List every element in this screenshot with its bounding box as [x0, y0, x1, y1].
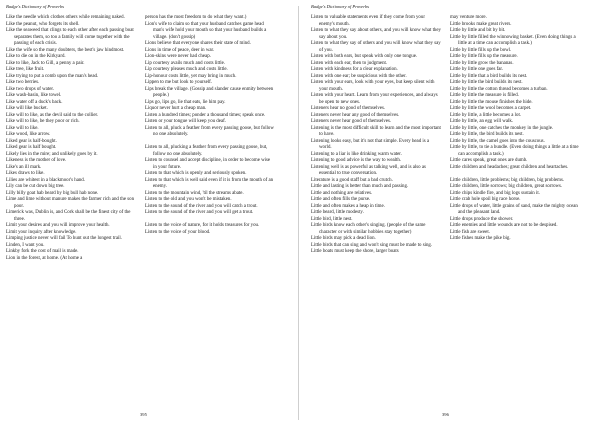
proverb-entry: Little by little the bird builds its nest.: [450, 80, 523, 85]
proverb-entry: Little by little filled the winnowing basket. (Even doing things a little at a time can accomplish a task.): [450, 34, 577, 46]
proverb-entry: Little children, little problems; big children, big problems.: [450, 177, 565, 183]
proverb-entry: Like the peanut, who forgets its shell.: [6, 21, 80, 27]
proverb-entry: Lilly billy goat hab beard by big bull hab none.: [6, 190, 99, 196]
left-column-1: [6, 15, 136, 412]
proverb-entry: Little bird, little nest.: [311, 216, 353, 222]
proverb-entry: Little beard, little modesty.: [311, 210, 364, 215]
proverb-entry: Listeners never hear any good of themselves.: [311, 112, 400, 118]
proverb-entry: Likely lies in the mire; and unlikely goes by it.: [6, 151, 98, 157]
proverb-entry: Likes draws to like.: [6, 171, 45, 176]
proverb-entry: Liquor never hurt a cheap man.: [145, 106, 207, 111]
proverb-entry: Lip courtesy avails much and costs little.: [145, 60, 225, 66]
proverb-entry: Little fish are sweet.: [450, 229, 490, 235]
proverb-entry: Linkby fork the cost of mail is made.: [6, 249, 79, 254]
proverb-entry: Little by little fills up the bowl.: [450, 47, 512, 53]
proverb-entry: Little chips kindle fire, and big logs sustain it.: [450, 190, 540, 196]
proverb-entry: Like two drops of water.: [6, 86, 54, 92]
proverb-entry: person has the most freedom to do what they want.): [145, 15, 247, 20]
proverb-entry: Little by little that a bird builds its nest.: [450, 73, 528, 79]
proverb-entry: Little and often fills the purse.: [311, 197, 371, 202]
proverb-entry: Little crab hole spoil big race horse.: [450, 197, 521, 202]
proverb-entry: Limerick was, Dublin is, and Cork shall be the finest city of the three.: [6, 210, 132, 222]
proverb-entry: Like to like, Jack to Gill, a penny a pair.: [6, 60, 85, 66]
proverb-entry: Limit your desires and you will improve your health.: [6, 223, 110, 228]
proverb-entry: Little cares speak, great ones are dumb.: [450, 158, 528, 163]
proverb-entry: Like will to like.: [6, 125, 39, 131]
proverb-entry: Lilies are whitest in a blackmoor's hand.: [6, 177, 85, 183]
left-page: [0, 0, 285, 424]
proverb-entry: Listen with kindness for a clear explanation.: [311, 67, 398, 72]
proverb-entry: Listen with both ears, but speak with only one tongue.: [311, 54, 418, 59]
proverb-entry: Like will to like, as the devil said to the collier.: [6, 112, 99, 118]
proverb-entry: Listen to what they say of others and you will know what they say of you.: [311, 41, 442, 53]
proverb-entry: Little by little fills up the measure.: [450, 54, 518, 59]
proverb-entry: Limping justice never will fail To hunt out the longest trail.: [6, 236, 122, 241]
proverb-entry: Lips go, lips go, lie that eats, lie him pay.: [145, 99, 226, 105]
proverb-entry: Like's an ill mark.: [6, 164, 42, 170]
proverb-entry: Listen to counsel and accept discipline, in order to become wise in your future.: [145, 158, 272, 170]
proverb-entry: Listening looks easy, but it's not that simple. Every head is a world.: [311, 138, 431, 150]
proverb-entry: Listen to the voice of nature, for it holds treasures for you.: [145, 223, 260, 228]
proverb-entry: Like two berries.: [6, 80, 40, 85]
proverb-entry: Listen to the voice of your blood.: [145, 229, 211, 235]
proverb-entry: Listen to all, plucking a feather from every passing goose, but, follow no one absolutely.: [145, 145, 269, 157]
proverb-entry: Little and lasting is better than much and passing.: [311, 184, 409, 189]
proverb-entry: Listen to the mountain wind, 'til the streams abate.: [145, 190, 244, 196]
proverb-entry: Little children, little sorrows; big children, great sorrows.: [450, 184, 563, 189]
proverb-entry: Little enemies and little wounds are not to be despised.: [450, 223, 558, 228]
proverb-entry: Lips break the village. (Gossip and slander cause enmity between people.): [145, 86, 275, 98]
page-number: 396: [442, 412, 449, 417]
page-number: 395: [140, 412, 147, 417]
proverb-entry: Like the wife so the many doubters, the best's jaw hindmost.: [6, 47, 125, 53]
proverb-entry: Little drops of water, little grains of sand, make the mighty ocean and the pleasant land.: [450, 203, 580, 215]
proverb-entry: Little children and headaches; great children and heartaches.: [450, 164, 569, 170]
proverb-entry: Little brooks make great rivers.: [450, 21, 512, 27]
proverb-entry: Listen to valuable statements even if they come from your enemy's mouth.: [311, 15, 427, 27]
proverb-entry: Listen to the sound of the river and you will catch a trout.: [145, 203, 258, 209]
proverb-entry: Lions believe that everyone shares their state of mind.: [145, 41, 251, 46]
proverb-entry: Listen to the sound of the river and you will get a trout.: [145, 210, 254, 215]
proverb-entry: Like wash-basin, like towel.: [6, 93, 62, 98]
proverb-entry: Little and often makes a heap in time.: [311, 203, 385, 209]
proverb-entry: Lippen to me but look to yourself.: [145, 80, 212, 85]
proverb-entry: Little by little, one catches the monkey in the jungle.: [450, 125, 554, 131]
proverb-entry: may venture more.: [450, 15, 487, 20]
proverb-entry: Listeners hear no good of themselves.: [311, 106, 386, 111]
proverb-entry: Little birds that can sing and won't sing must be made to sing.: [311, 242, 433, 248]
proverb-entry: Listen with your heart. Learn from your experiences, and always be open to new ones.: [311, 93, 439, 105]
proverb-entry: Listen with your ears, look with your eyes, but keep silent with your mouth.: [311, 80, 436, 92]
proverb-entry: Little by little the cotton thread becomes a turban.: [450, 86, 548, 92]
proverb-entry: Like trying to put a comb upon the man's head.: [6, 73, 99, 79]
proverb-entry: Little by little, a little becomes a lot.: [450, 112, 522, 118]
proverb-entry: Little birds know each other's singing. (people of the same character or with similar hobbies stay together): [311, 223, 427, 235]
proverb-entry: Listen to that which is well said even if it is from the mouth of an enemy.: [145, 177, 275, 189]
proverb-entry: Like water off a duck's back.: [6, 99, 63, 105]
proverb-entry: Linden, I want you.: [6, 242, 45, 248]
proverb-entry: Liked gear is half bought.: [6, 145, 57, 150]
proverb-entry: Liked gear is half-bought.: [6, 138, 57, 144]
proverb-entry: Little by little the mouse finishes the hide.: [450, 99, 533, 105]
left-column-2: [145, 15, 275, 412]
proverb-entry: Lion's wife to claim so that your husband catches game head man's wife hold your mouth so that your husband builds a village. (don't gossip): [145, 21, 268, 40]
proverb-entry: Little by little one goes far.: [450, 67, 503, 72]
proverb-entry: Listen or your tongue will keep you deaf.: [145, 119, 226, 124]
proverb-entry: Listen to what they say about others, and you will know what they say about you.: [311, 28, 443, 40]
proverb-entry: Little boats must keep the shore, larger boats: [311, 249, 399, 254]
proverb-entry: Lip-honour costs little, yet may bring in much.: [145, 73, 237, 79]
proverb-entry: Little birds may pick a dead lion.: [311, 236, 376, 241]
proverb-entry: Little drops produce the shower.: [450, 216, 514, 222]
right-column-2: [450, 15, 580, 412]
proverb-entry: Little by little and bit by bit.: [450, 28, 506, 33]
proverb-entry: Like tree, like fruit.: [6, 67, 45, 72]
proverb-entry: Little fishes make the pike big.: [450, 236, 511, 241]
proverb-entry: Like will like bucket.: [6, 106, 48, 111]
proverb-entry: Little by little, the camel goes into the couscous.: [450, 138, 545, 144]
proverb-entry: Little and nothing are relatives.: [311, 190, 373, 196]
right-column-1: [311, 15, 441, 412]
proverb-entry: Little by little, an egg will walk.: [450, 119, 514, 124]
right-page: [305, 0, 590, 424]
proverb-entry: Like the seaweed that clings to each other after each passing boat separates them, so too a family will come together with the passing of each crisis.: [6, 28, 136, 46]
proverb-entry: Listen with each ear, then to judgment.: [311, 60, 388, 66]
book-gutter: [298, 6, 299, 420]
proverb-entry: Lion-skins were never had cheap.: [145, 54, 211, 59]
proverb-entry: Listening to good advice is the way to wealth.: [311, 158, 402, 163]
proverb-entry: Listening to a liar is like drinking warm water.: [311, 151, 402, 157]
proverb-entry: Lions in time of peace, deer in war.: [145, 47, 215, 53]
proverb-entry: Little by little grow the bananas.: [450, 60, 514, 66]
proverb-entry: Lion in the forest, at home. (At home a: [6, 255, 83, 261]
proverb-entry: Listen a hundred times; ponder a thousand times; speak once.: [145, 112, 266, 118]
proverb-entry: Listen to all, pluck a feather from every passing goose, but follow no one absolutely.: [145, 125, 276, 137]
proverb-entry: Little by little, to tie a bundle. (Even doing things a little at a time can accomplish a task.): [450, 145, 580, 157]
proverb-entry: Listening is the most difficult skill to learn and the most important to have.: [311, 125, 443, 137]
proverb-entry: Like wood, like arrow.: [6, 132, 51, 137]
proverb-entry: Likeness is the mother of love.: [6, 158, 67, 163]
proverb-entry: Listen to that which is openly and seriously spoken.: [145, 171, 247, 176]
proverb-entry: Like to die on in the Kirkyard.: [6, 54, 66, 59]
page-header: Badge's Dictionary of Proverbs: [311, 4, 370, 9]
proverb-entry: Little by little the wool becomes a carpet.: [450, 106, 532, 111]
proverb-entry: Little by little the measure is filled.: [450, 93, 519, 98]
proverb-entry: Limit your inquiry after knowledge.: [6, 229, 77, 235]
proverb-entry: Little by little, the bird builds its nest.: [450, 132, 524, 137]
proverb-entry: Lily can be cut down big tree.: [6, 184, 65, 189]
proverb-entry: Listen with one ear; be suspicious with the other.: [311, 73, 407, 79]
proverb-entry: Listening well is as powerful as talking well, and is also as essential to true conversation.: [311, 164, 428, 176]
proverb-entry: Lip courtesy pleases much and costs little.: [145, 67, 228, 72]
proverb-entry: Literature is a good staff but a bad crutch.: [311, 177, 393, 183]
proverb-entry: Like the needle which clothes others while remaining naked.: [6, 15, 125, 20]
proverb-entry: Listen to the old and you won't be mistaken.: [145, 197, 232, 202]
proverb-entry: Lime and lime without manure makes the farmer rich and the son poor.: [6, 197, 136, 209]
proverb-entry: Like will to like, be they poor or rich.: [6, 119, 80, 124]
proverb-entry: Listeners never hear good of themselves.: [311, 119, 392, 124]
page-header: Badge's Dictionary of Proverbs: [6, 4, 65, 9]
